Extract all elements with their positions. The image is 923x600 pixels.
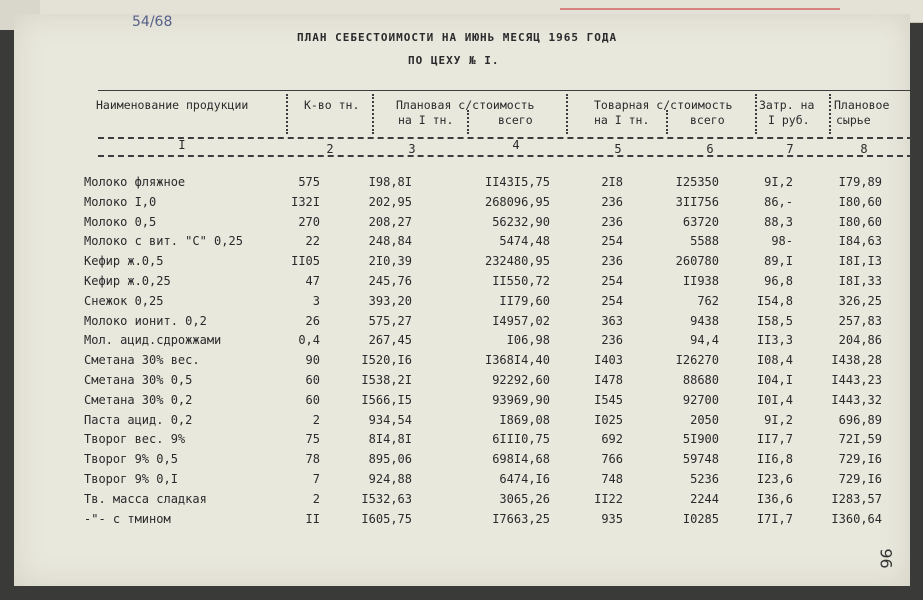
table-row [14, 274, 910, 294]
table-row [14, 215, 910, 235]
col-number: 3 [408, 142, 416, 156]
cell-plan-total: 92292,60 [492, 372, 550, 387]
col-divider [467, 110, 469, 134]
cell-plan-per-ton: 8I4,8I [368, 432, 412, 447]
cell-tov-total: 9438 [690, 313, 719, 328]
cell-tov-total: I0285 [682, 511, 719, 526]
cell-plan-per-ton: 245,76 [368, 273, 412, 288]
table-row [14, 175, 910, 195]
cell-name: Сметана 30% вес. [84, 353, 200, 368]
cell-tov-per-ton: I545 [594, 392, 623, 407]
cell-tov-total: 762 [697, 293, 719, 308]
cell-raw-material: I8I,33 [838, 273, 882, 288]
cell-name: Молоко с вит. "С" 0,25 [84, 234, 243, 249]
cell-tov-per-ton: 236 [601, 254, 623, 269]
cell-cost-per-rub: 96,8 [764, 273, 793, 288]
page-stamp: 96 [876, 548, 896, 569]
cell-cost-per-rub: I58,5 [756, 313, 793, 328]
cell-name: -"- с тмином [84, 511, 171, 526]
cell-plan-per-ton: I566,I5 [361, 392, 412, 407]
col-number: 8 [860, 142, 868, 156]
cell-raw-material: 257,83 [838, 313, 882, 328]
cell-tov-per-ton: 748 [601, 471, 623, 486]
table-row [14, 413, 910, 433]
col-header-tov-total: всего [690, 113, 725, 127]
document-page [14, 14, 910, 586]
cell-tov-total: 2244 [690, 491, 719, 506]
cell-tov-per-ton: 236 [601, 333, 623, 348]
cell-cost-per-rub: I04,I [756, 372, 793, 387]
cell-qty: 22 [305, 234, 320, 249]
cell-cost-per-rub: I7I,7 [756, 511, 793, 526]
cell-qty: 2 [312, 412, 320, 427]
cell-raw-material: I360,64 [831, 511, 882, 526]
table-row [14, 452, 910, 472]
cell-plan-total: 6III0,75 [492, 432, 550, 447]
cell-raw-material: I438,28 [831, 353, 882, 368]
cell-tov-per-ton: 236 [601, 214, 623, 229]
cell-plan-per-ton: I532,63 [361, 491, 412, 506]
cell-qty: 78 [305, 452, 320, 467]
cell-name: Сметана 30% 0,2 [84, 392, 193, 407]
cell-name: Молоко 0,5 [84, 214, 157, 229]
cell-name: Сметана 30% 0,5 [84, 372, 193, 387]
cell-raw-material: I443,32 [831, 392, 882, 407]
cell-tov-per-ton: 766 [601, 452, 623, 467]
col-header-raw-2: сырье [836, 113, 871, 127]
cell-plan-per-ton: I538,2I [361, 372, 412, 387]
red-rule [560, 8, 840, 10]
cell-plan-per-ton: 248,84 [368, 234, 412, 249]
col-header-zatr-2: I руб. [768, 113, 810, 127]
table-row [14, 492, 910, 512]
col-header-raw: Плановое [834, 98, 890, 112]
cell-plan-total: I06,98 [506, 333, 550, 348]
cell-tov-per-ton: 935 [601, 511, 623, 526]
col-header-plan: Плановая с/стоимость [396, 98, 535, 112]
cell-tov-total: 59748 [682, 452, 719, 467]
cell-cost-per-rub: I23,6 [756, 471, 793, 486]
cell-qty: 270 [298, 214, 320, 229]
table-top-rule [98, 90, 913, 91]
cell-tov-per-ton: 692 [601, 432, 623, 447]
cell-tov-total: 3II756 [675, 194, 719, 209]
cell-tov-total: 260780 [675, 254, 719, 269]
cell-qty: 26 [305, 313, 320, 328]
cell-plan-total: I7663,25 [492, 511, 550, 526]
cell-name: Творог 9% 0,5 [84, 452, 178, 467]
cell-tov-per-ton: II22 [594, 491, 623, 506]
col-number: 7 [786, 142, 794, 156]
cell-raw-material: 326,25 [838, 293, 882, 308]
cell-raw-material: 72I,59 [838, 432, 882, 447]
table-row [14, 393, 910, 413]
table-row [14, 294, 910, 314]
cell-tov-per-ton: 254 [601, 273, 623, 288]
cell-plan-total: 3065,26 [499, 491, 550, 506]
table-row [14, 254, 910, 274]
cell-qty: 75 [305, 432, 320, 447]
col-divider [755, 94, 757, 134]
cell-tov-total: 5588 [690, 234, 719, 249]
cell-raw-material: 729,I6 [838, 471, 882, 486]
cell-raw-material: I80,60 [838, 214, 882, 229]
cell-raw-material: I79,89 [838, 175, 882, 189]
cell-name: Тв. масса сладкая [84, 491, 207, 506]
table-row [14, 472, 910, 492]
cell-name: Творог вес. 9% [84, 432, 186, 447]
cell-plan-total: 5474,48 [499, 234, 550, 249]
cell-tov-total: 92700 [682, 392, 719, 407]
cell-raw-material: I8I,I3 [838, 254, 882, 269]
table-row [14, 314, 910, 334]
cell-tov-total: 5I900 [682, 432, 719, 447]
cell-cost-per-rub: 9I,2 [764, 175, 793, 189]
cell-plan-per-ton: 208,27 [368, 214, 412, 229]
cell-plan-total: I368I4,40 [484, 353, 550, 368]
col-header-plan-per: на I тн. [398, 113, 454, 127]
cell-plan-per-ton: I520,I6 [361, 353, 412, 368]
cell-tov-per-ton: I403 [594, 353, 623, 368]
cell-plan-per-ton: 267,45 [368, 333, 412, 348]
cell-tov-per-ton: 254 [601, 234, 623, 249]
cell-name: Молоко ионит. 0,2 [84, 313, 207, 328]
cell-plan-total: 56232,90 [492, 214, 550, 229]
cell-raw-material: I283,57 [831, 491, 882, 506]
cell-name: Кефир ж.0,25 [84, 273, 171, 288]
cell-name: Мол. ацид.сдрожжами [84, 333, 222, 348]
cell-tov-total: 5236 [690, 471, 719, 486]
cell-plan-total: II79,60 [499, 293, 550, 308]
cell-cost-per-rub: I54,8 [756, 293, 793, 308]
cell-cost-per-rub: II6,8 [756, 452, 793, 467]
cell-tov-per-ton: 363 [601, 313, 623, 328]
col-divider [666, 110, 668, 134]
cell-tov-per-ton: I025 [594, 412, 623, 427]
table-row [14, 512, 910, 532]
col-number: 4 [512, 138, 520, 152]
cell-tov-total: 88680 [682, 372, 719, 387]
col-header-tov: Товарная с/стоимость [594, 98, 733, 112]
cell-name: Кефир ж.0,5 [84, 254, 164, 269]
cell-tov-total: I26270 [675, 353, 719, 368]
col-header-plan-total: всего [498, 113, 533, 127]
col-divider [829, 94, 831, 134]
cell-name: Снежок 0,25 [84, 293, 164, 308]
cell-cost-per-rub: I08,4 [756, 353, 793, 368]
cell-plan-total: 232480,95 [484, 254, 550, 269]
table-row [14, 432, 910, 452]
cell-raw-material: 204,86 [838, 333, 882, 348]
cell-cost-per-rub: 88,3 [764, 214, 793, 229]
col-header-zatr: Затр. на [759, 98, 815, 112]
col-number: 2 [326, 142, 334, 156]
table-body [14, 175, 910, 531]
cell-qty: 60 [305, 392, 320, 407]
cell-qty: 7 [312, 471, 320, 486]
cell-cost-per-rub: II3,3 [756, 333, 793, 348]
cell-plan-per-ton: 924,88 [368, 471, 412, 486]
cell-plan-total: II550,72 [492, 273, 550, 288]
cell-plan-total: 698I4,68 [492, 452, 550, 467]
cell-raw-material: 696,89 [838, 412, 882, 427]
cell-qty: II [305, 511, 320, 526]
col-divider [286, 94, 288, 134]
cell-plan-per-ton: 393,20 [368, 293, 412, 308]
cell-name: Молоко фляжное [84, 175, 186, 189]
table-row [14, 333, 910, 353]
document-title: ПЛАН СЕБЕСТОИМОСТИ НА ИЮНЬ МЕСЯЦ 1965 ГОДА [297, 31, 618, 44]
cell-qty: 47 [305, 273, 320, 288]
cell-raw-material: I84,63 [838, 234, 882, 249]
cell-raw-material: I80,60 [838, 194, 882, 209]
cell-plan-per-ton: 202,95 [368, 194, 412, 209]
cell-tov-total: 2050 [690, 412, 719, 427]
cell-cost-per-rub: I0I,4 [756, 392, 793, 407]
cell-qty: 2 [312, 491, 320, 506]
cell-plan-per-ton: 895,06 [368, 452, 412, 467]
col-number: I [178, 138, 186, 152]
cell-plan-per-ton: 2I0,39 [368, 254, 412, 269]
col-number: 5 [614, 142, 622, 156]
cell-tov-per-ton: I478 [594, 372, 623, 387]
cell-raw-material: 729,I6 [838, 452, 882, 467]
cell-cost-per-rub: 89,I [764, 254, 793, 269]
cell-tov-total: I25350 [675, 175, 719, 189]
col-header-tov-per: на I тн. [594, 113, 650, 127]
cell-cost-per-rub: 86,- [764, 194, 793, 209]
table-row [14, 195, 910, 215]
cell-plan-total: I869,08 [499, 412, 550, 427]
cell-plan-total: I4957,02 [492, 313, 550, 328]
document-subtitle: ПО ЦЕХУ № I. [408, 54, 500, 67]
cell-raw-material: I443,23 [831, 372, 882, 387]
cell-name: Паста ацид. 0,2 [84, 412, 193, 427]
col-header-name: Наименование продукции [96, 98, 249, 112]
table-row [14, 353, 910, 373]
cell-cost-per-rub: 9I,2 [764, 412, 793, 427]
cell-qty: 3 [312, 293, 320, 308]
cell-tov-total: II938 [682, 273, 719, 288]
cell-qty: 90 [305, 353, 320, 368]
cell-name: Молоко I,0 [84, 194, 157, 209]
cell-qty: 575 [298, 175, 320, 189]
col-header-qty: К-во тн. [304, 98, 360, 112]
cell-tov-total: 94,4 [690, 333, 719, 348]
cell-plan-per-ton: 934,54 [368, 412, 412, 427]
cell-plan-total: 93969,90 [492, 392, 550, 407]
cell-plan-total: II43I5,75 [484, 175, 550, 189]
table-row [14, 373, 910, 393]
cell-plan-per-ton: 575,27 [368, 313, 412, 328]
cell-plan-total: 6474,I6 [499, 471, 550, 486]
cell-plan-per-ton: I605,75 [361, 511, 412, 526]
cell-tov-per-ton: 254 [601, 293, 623, 308]
cell-cost-per-rub: 98- [771, 234, 793, 249]
cell-tov-per-ton: 2I8 [601, 175, 623, 189]
col-number: 6 [706, 142, 714, 156]
cell-plan-per-ton: I98,8I [368, 175, 412, 189]
col-divider [372, 94, 374, 134]
cell-plan-total: 268096,95 [484, 194, 550, 209]
cell-qty: I32I [291, 194, 320, 209]
cell-qty: 60 [305, 372, 320, 387]
cell-tov-total: 63720 [682, 214, 719, 229]
cell-cost-per-rub: I36,6 [756, 491, 793, 506]
cell-qty: 0,4 [298, 333, 320, 348]
handwritten-number: 54/68 [132, 14, 173, 30]
cell-tov-per-ton: 236 [601, 194, 623, 209]
table-row [14, 234, 910, 254]
cell-cost-per-rub: II7,7 [756, 432, 793, 447]
col-divider [566, 94, 568, 134]
cell-qty: II05 [291, 254, 320, 269]
cell-name: Творог 9% 0,I [84, 471, 178, 486]
